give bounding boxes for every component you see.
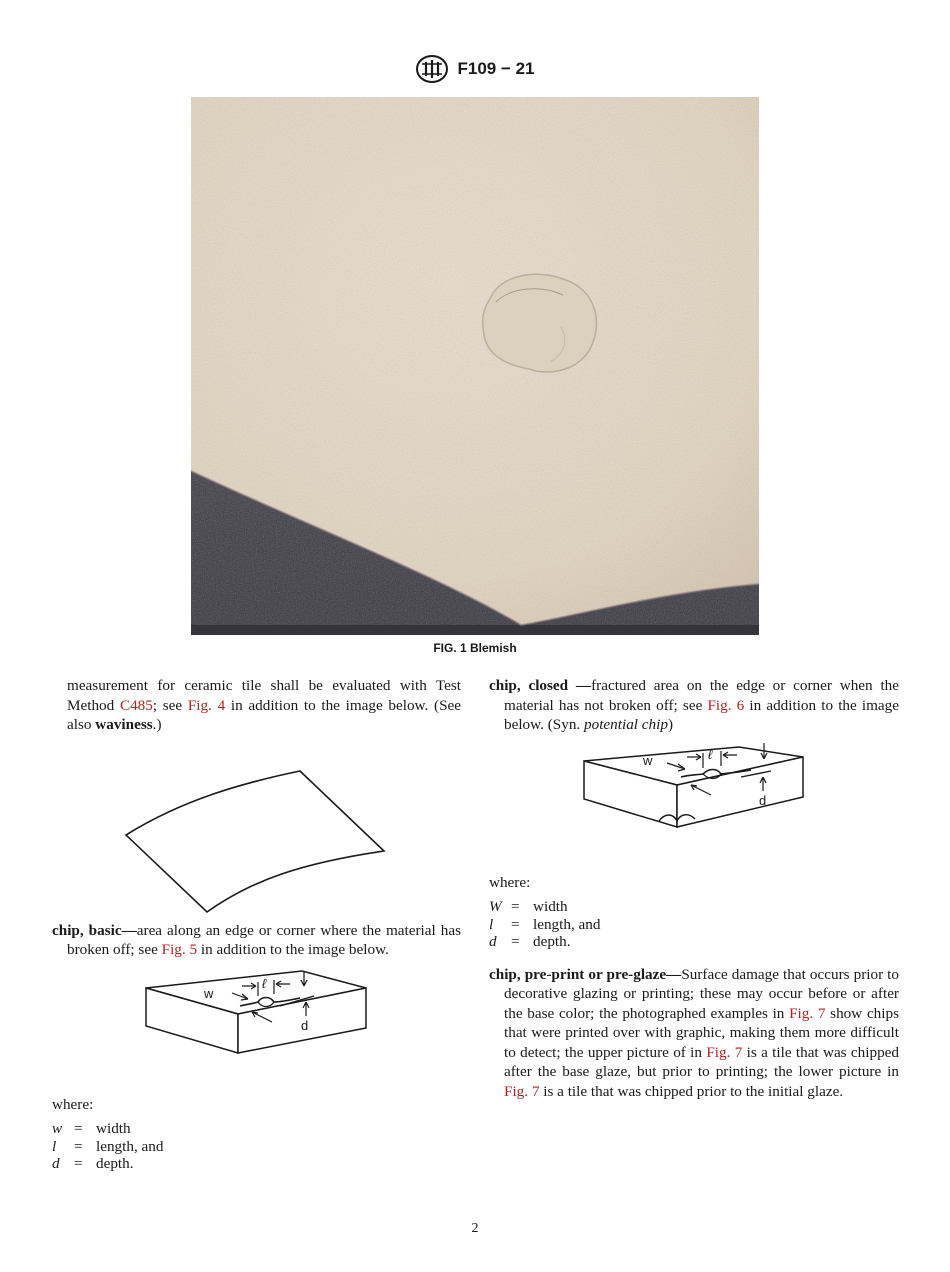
term-chip-closed: chip, closed —	[489, 677, 592, 694]
label-w: w	[204, 985, 214, 1001]
label-l: ℓ	[262, 975, 267, 991]
ref-fig7-link[interactable]: Fig. 7	[504, 1082, 540, 1100]
page-number: 2	[471, 1221, 479, 1236]
ref-c485-link[interactable]: C485	[119, 696, 153, 714]
term-chip-preprint: chip, pre-print or pre-glaze—	[489, 965, 682, 983]
synonym-potential-chip: potential chip	[584, 716, 668, 733]
where-list	[489, 898, 899, 951]
list-item: d = depth.	[52, 1155, 134, 1172]
term-chip-basic: chip, basic—	[52, 921, 137, 939]
label-d: d	[759, 792, 767, 808]
chip-basic-illustration	[52, 966, 461, 1071]
right-column	[489, 676, 899, 1101]
ref-fig7-link[interactable]: Fig. 7	[789, 1004, 826, 1022]
list-item: w = width	[52, 1120, 131, 1137]
where-list	[52, 1120, 461, 1173]
where-label: where:	[52, 1095, 94, 1113]
document-id: F109 − 21	[457, 59, 535, 78]
ref-fig7-link[interactable]: Fig. 7	[706, 1043, 743, 1061]
left-column	[52, 676, 461, 1173]
ref-fig4-link[interactable]: Fig. 4	[187, 696, 226, 714]
list-item: l = length, and	[52, 1137, 164, 1155]
term-waviness: waviness	[95, 716, 153, 733]
astm-logo-icon	[415, 54, 449, 84]
label-l: ℓ	[708, 746, 713, 762]
page-header	[0, 52, 950, 86]
figure-caption: FIG. 1 Blemish	[433, 641, 517, 655]
chip-closed-illustration	[489, 741, 899, 849]
warped-tile-illustration	[52, 745, 461, 915]
ref-fig6-link[interactable]: Fig. 6	[707, 696, 745, 714]
blemish-photo	[191, 97, 759, 635]
list-item: d = depth.	[489, 933, 571, 950]
waviness-continuation: measurement for ceramic tile shall be evaluated with Test Method C485; see Fig. 4 in addition to the image below. (See also waviness.)	[67, 677, 461, 733]
chip-preprint-definition: chip, pre-print or pre-glaze—Surface damage that occurs prior to decorative glazing or printing; these may occur before or after the base color; the photographed examples in Fig. 7 show chips that were printed over with graphic, making them more difficult to detect; the upper picture of in Fig. 7 is a tile that was chipped after the base glaze, but prior to printing; the lower picture in Fig. 7 is a tile that was chipped prior to the initial glaze.	[489, 965, 899, 1100]
label-w: w	[643, 752, 653, 768]
ref-fig5-link[interactable]: Fig. 5	[161, 941, 198, 958]
where-label: where:	[489, 873, 531, 891]
label-d: d	[301, 1017, 309, 1033]
chip-basic-definition: chip, basic—area along an edge or corner where the material has broken off; see Fig. 5 in addition to the image below.	[52, 921, 461, 958]
chip-closed-definition: chip, closed —fractured area on the edge or corner when the material has not broken off; see Fig. 6 in addition to the image below. (Syn. potential chip)	[489, 677, 899, 733]
list-item: l = length, and	[489, 915, 601, 933]
list-item: W = width	[489, 898, 568, 915]
